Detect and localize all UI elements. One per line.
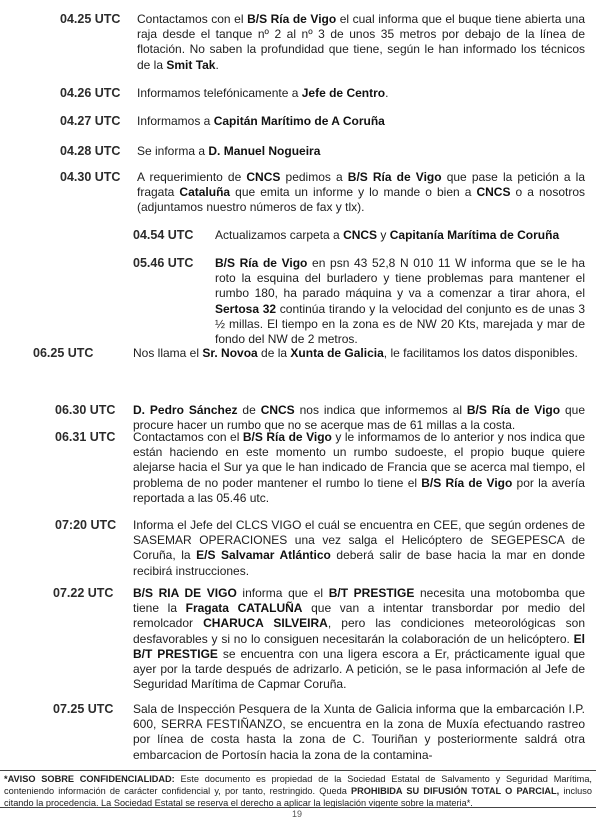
entry-highlight: Sr. Novoa	[202, 346, 258, 360]
entry-time: 06.31 UTC	[55, 430, 116, 444]
entry-segment: necesita una motobomba que tiene la	[133, 586, 585, 616]
entry-segment: .	[215, 57, 219, 72]
entry-segment: Contactamos con el	[137, 12, 248, 26]
entry-segment: , pero las condiciones meteorológicas son desfavorables y si no lo consiguen necesitarán la colaboración de un helicóptero.	[133, 616, 586, 646]
confidentiality-notice	[0, 770, 596, 808]
notice-text-1: Este documento es propiedad de la Sociedad Estatal de Salvamento y Seguridad Marítima, conteniendo información de carácter confidencial y, por tanto, restringido. Queda	[4, 774, 592, 797]
entry-segment: de la	[257, 346, 291, 360]
entry-highlight: CNCS	[246, 170, 281, 184]
entry-time: 05.46 UTC	[133, 256, 194, 270]
entry-text	[215, 228, 585, 243]
entry-segment: , le facilitamos los datos disponibles.	[383, 346, 578, 360]
entry-text	[137, 12, 585, 73]
entry-segment: Informamos a	[137, 114, 214, 128]
entry-text	[215, 256, 585, 347]
entry-segment: Actualizamos carpeta a	[215, 228, 344, 242]
entry-text	[137, 114, 585, 129]
entry-highlight: Smit Tak	[166, 57, 216, 72]
entry-highlight: B/S Ría de Vigo	[466, 403, 561, 417]
entry-segment: o a nosotros (adjuntamos nuestro números de fax y tlx).	[137, 185, 586, 215]
entry-highlight: CNCS	[476, 185, 511, 200]
notice-emphasis: PROHIBIDA SU DIFUSIÓN TOTAL O PARCIAL,	[351, 786, 560, 797]
entry-segment: Informamos telefónicamente a	[137, 86, 302, 100]
entry-highlight: E/S Salvamar Atlántico	[196, 548, 331, 563]
entry-segment: el cual informa que el buque tiene abierta una raja desde el tanque nº 2 al nº 3 de unos 35 metros por debajo de la línea de flotación. No saben la profundidad que tiene, según le han informado los técnicos de la	[137, 12, 586, 72]
entry-segment: informa que el	[236, 586, 329, 600]
entry-text	[133, 586, 585, 692]
entry-time: 04.27 UTC	[60, 114, 121, 128]
entry-highlight: El B/T PRESTIGE	[133, 631, 585, 661]
entry-segment: pedimos a	[280, 170, 348, 184]
entry-segment: de	[237, 403, 261, 417]
entry-text	[137, 144, 585, 159]
entry-highlight: Sertosa 32	[215, 301, 277, 316]
entry-text	[133, 403, 585, 433]
entry-segment: que procure hacer un rumbo que no se acerque mas de 61 millas a la costa.	[133, 403, 586, 433]
entry-time: 04.25 UTC	[60, 12, 121, 26]
entry-text	[133, 430, 585, 506]
notice-text-2: incluso citando la procedencia. La Sociedad Estatal se reserva el derecho a aplicar la legislación vigente sobre la materia*.	[4, 786, 592, 809]
entry-highlight: D. Pedro Sánchez	[133, 403, 238, 417]
entry-highlight: Jefe de Centro	[301, 86, 386, 100]
entry-segment: en psn 43 52,8 N 010 11 W informa que se le ha roto la esquina del burladero y tiene problemas para mantener el rumbo 180, ha parado máquina y va a comenzar a tirar ahora, el	[215, 256, 585, 301]
entry-highlight: B/S Ría de Vigo	[242, 430, 332, 444]
entry-segment: A requerimiento de	[137, 170, 247, 184]
entry-highlight: B/S Ría de Vigo	[247, 12, 337, 26]
entry-time: 06.25 UTC	[33, 346, 94, 360]
entry-segment: Contactamos con el	[133, 430, 243, 444]
entry-text	[137, 86, 585, 101]
entry-highlight: B/S Ría de Vigo	[421, 475, 513, 490]
entry-highlight: Fragata CATALUÑA	[185, 601, 303, 616]
entry-highlight: B/T PRESTIGE	[328, 586, 415, 600]
entry-segment: Informa el Jefe del CLCS VIGO el cuál se encuentra en CEE, que según ordenes de SASEMAR OPERACIONES una vez salga el Helicóptero de SEGEPESCA de Coruña, la	[133, 518, 585, 563]
entry-text	[133, 518, 585, 579]
entry-segment: y le informamos de lo anterior y nos indica que están haciendo en este momento un rumbo sudoeste, el propio buque quiere alejarse hacia el Sur ya que le han indicado de Francia que se acerca mal tiempo, el problema de no poder mantener el rumbo lo tiene el	[133, 430, 585, 490]
entry-highlight: CNCS	[260, 403, 295, 417]
page-number: 19	[292, 809, 303, 819]
entry-text	[137, 170, 585, 216]
entry-segment: nos indica que informemos al	[294, 403, 467, 417]
entry-segment: Se informa a	[137, 144, 209, 158]
entry-segment: continúa tirando y la velocidad del conjunto es de unas 3 ½ millas. El tiempo en la zona es de NW 20 Kts, marejada y mar de fondo del NW de 2 metros.	[215, 301, 586, 347]
entry-time: 04.26 UTC	[60, 86, 121, 100]
entry-time: 07:20 UTC	[55, 518, 117, 532]
entry-segment: Sala de Inspección Pesquera de la Xunta de Galicia informa que la embarcación I.P. 600, SERRA FESTIÑANZO, se encuentra en la zona de Muxía efectuando rastreo por línea de costa hasta la zona de C. Touriñan y posteriormente saldrá otra embarcacion de Portosín hacia la zona de la contamina-	[133, 702, 585, 762]
entry-text	[133, 702, 585, 763]
entry-time: 04.30 UTC	[60, 170, 121, 184]
entry-highlight: CHARUCA SILVEIRA	[203, 616, 328, 631]
entry-highlight: B/S Ría de Vigo	[215, 256, 308, 270]
entry-highlight: B/S Ría de Vigo	[347, 170, 442, 184]
entry-segment: se encuentra con una ligera escora a Er, prácticamente igual que ayer por la tarde después de adrizarlo. A petición, se le pasa información al Jefe de Seguridad Marítima de Capmar Coruña.	[133, 646, 586, 692]
entry-highlight: D. Manuel Nogueira	[208, 144, 321, 158]
notice-label: *AVISO SOBRE CONFIDENCIALIDAD:	[4, 774, 175, 784]
entry-text	[133, 346, 585, 361]
entry-highlight: B/S RIA DE VIGO	[133, 586, 237, 600]
entry-segment: que van a intentar transbordar por medio del remolcador	[133, 601, 585, 631]
entry-segment: que emita un informe y lo mande o bien a	[230, 185, 477, 200]
entry-highlight: CNCS	[343, 228, 378, 242]
entry-time: 04.28 UTC	[60, 144, 121, 158]
entry-segment: deberá salir de base hacia la mar en donde recibirá instrucciones.	[133, 548, 585, 578]
entry-highlight: Cataluña	[179, 185, 231, 200]
entry-highlight: Capitán Marítimo de A Coruña	[213, 114, 385, 128]
entry-segment: que pase la petición a la fragata	[137, 170, 585, 200]
entry-time: 07.25 UTC	[53, 702, 114, 716]
entry-time: 06.30 UTC	[55, 403, 116, 417]
entry-highlight: Xunta de Galicia	[290, 346, 384, 360]
entry-segment: .	[385, 86, 389, 100]
entry-time: 07.22 UTC	[53, 586, 114, 600]
entry-segment: por la avería reportada a las 05.46 utc.	[133, 475, 585, 505]
entry-segment: Nos llama el	[133, 346, 203, 360]
entry-time: 04.54 UTC	[133, 228, 194, 242]
entry-segment: y	[377, 228, 390, 242]
entry-highlight: Capitanía Marítima de Coruña	[389, 228, 560, 242]
